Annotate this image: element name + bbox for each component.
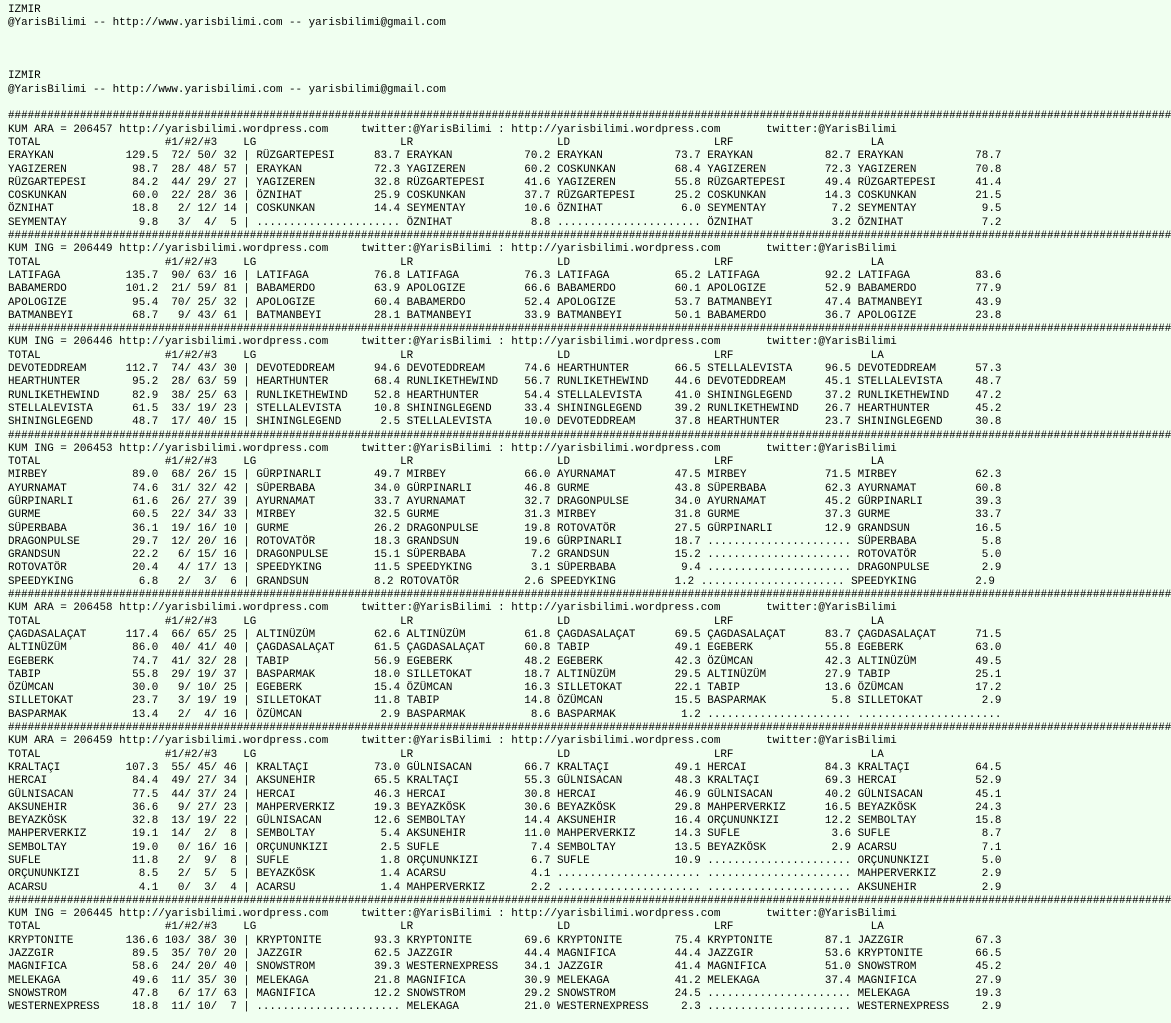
text-line: AKSUNEHIR 36.6 9/ 27/ 23 | MAHPERVERKIZ 19.3 BEYAZKÖSK 30.6 BEYAZKÖSK 29.8 MAHPERVERKIZ 16.5 BEYAZKÖSK 24.3: [8, 801, 1002, 814]
text-line: ÇAGDASALAÇAT 117.4 66/ 65/ 25 | ALTINÜZÜM 62.6 ALTINÜZÜM 61.8 ÇAGDASALAÇAT 69.5 ÇAGDASALAÇAT 83.7 ÇAGDASALAÇAT 71.5: [8, 628, 1002, 641]
text-line: BEYAZKÖSK 32.8 13/ 19/ 22 | GÜLNISACAN 12.6 SEMBOLTAY 14.4 AKSUNEHIR 16.4 ORÇUNUNKIZI 12.2 SEMBOLTAY 15.8: [8, 815, 1002, 828]
text-line: KUM ARA = 206458 http://yarisbilimi.wordpress.com twitter:@YarisBilimi : http://yarisbilimi.wordpress.com twitter:@YarisBilimi: [8, 602, 897, 615]
text-line: DEVOTEDDREAM 112.7 74/ 43/ 30 | DEVOTEDDREAM 94.6 DEVOTEDDREAM 74.6 HEARTHUNTER 66.5 STELLALEVISTA 96.5 DEVOTEDDREAM 57.3: [8, 363, 1002, 376]
text-line: TOTAL #1/#2/#3 LG LR LD LRF LA: [8, 136, 884, 149]
text-line: YAGIZEREN 98.7 28/ 48/ 57 | ERAYKAN 72.3 YAGIZEREN 60.2 COSKUNKAN 68.4 YAGIZEREN 72.3 YAGIZEREN 70.8: [8, 163, 1002, 176]
text-line: [8, 57, 1022, 70]
text-line: DRAGONPULSE 29.7 12/ 20/ 16 | ROTOVATÖR 18.3 GRANDSUN 19.6 GÜRPINARLI 18.7 ...................... SÜPERBABA 5.8: [8, 535, 1002, 548]
text-line: SPEEDYKING 6.8 2/ 3/ 6 | GRANDSUN 8.2 ROTOVATÖR 2.6 SPEEDYKING 1.2 ...................... SPEEDYKING 2.9: [8, 575, 995, 588]
text-line: KUM ARA = 206459 http://yarisbilimi.wordpress.com twitter:@YarisBilimi : http://yarisbilimi.wordpress.com twitter:@YarisBilimi: [8, 735, 897, 748]
text-line: MAGNIFICA 58.6 24/ 20/ 40 | SNOWSTROM 39.3 WESTERNEXPRESS 34.1 JAZZGIR 41.4 MAGNIFICA 51.0 SNOWSTROM 45.2: [8, 961, 1002, 974]
text-line: TOTAL #1/#2/#3 LG LR LD LRF LA: [8, 349, 884, 362]
text-line: ÖZÜMCAN 30.0 9/ 10/ 25 | EGEBERK 15.4 ÖZÜMCAN 16.3 SILLETOKAT 22.1 TABIP 13.6 ÖZÜMCAN 17.2: [8, 682, 1002, 695]
separator-line: ##################################################################################################################################################################################: [8, 323, 1171, 336]
text-line: MELEKAGA 49.6 11/ 35/ 30 | MELEKAGA 21.8 MAGNIFICA 30.9 MELEKAGA 41.2 MELEKAGA 37.4 MAGNIFICA 27.9: [8, 974, 1002, 987]
text-line: RÜZGARTEPESI 84.2 44/ 29/ 27 | YAGIZEREN 32.8 RÜZGARTEPESI 41.6 YAGIZEREN 55.8 RÜZGARTEPESI 49.4 RÜZGARTEPESI 41.4: [8, 176, 1002, 189]
text-line: TOTAL #1/#2/#3 LG LR LD LRF LA: [8, 921, 884, 934]
text-line: LATIFAGA 135.7 90/ 63/ 16 | LATIFAGA 76.8 LATIFAGA 76.3 LATIFAGA 65.2 LATIFAGA 92.2 LATIFAGA 83.6: [8, 269, 1002, 282]
text-line: [8, 44, 1022, 57]
text-line: GURME 60.5 22/ 34/ 33 | MIRBEY 32.5 GURME 31.3 MIRBEY 31.8 GURME 37.3 GURME 33.7: [8, 509, 1002, 522]
text-line: KUM ING = 206453 http://yarisbilimi.wordpress.com twitter:@YarisBilimi : http://yarisbilimi.wordpress.com twitter:@YarisBilimi: [8, 442, 897, 455]
text-line: KRALTAÇI 107.3 55/ 45/ 46 | KRALTAÇI 73.0 GÜLNISACAN 66.7 KRALTAÇI 49.1 HERCAI 84.3 KRALTAÇI 64.5: [8, 761, 1002, 774]
text-line: SILLETOKAT 23.7 3/ 19/ 19 | SILLETOKAT 11.8 TABIP 14.8 ÖZÜMCAN 15.5 BASPARMAK 5.8 SILLETOKAT 2.9: [8, 695, 1002, 708]
text-line: ACARSU 4.1 0/ 3/ 4 | ACARSU 1.4 MAHPERVERKIZ 2.2 ...................... ...................... AKSUNEHIR 2.9: [8, 881, 1002, 894]
text-line: BATMANBEYI 68.7 9/ 43/ 61 | BATMANBEYI 28.1 BATMANBEYI 33.9 BATMANBEYI 50.1 BABAMERDO 36.7 APOLOGIZE 23.8: [8, 309, 1002, 322]
separator-line: ##################################################################################################################################################################################: [8, 230, 1171, 243]
text-line: SUFLE 11.8 2/ 9/ 8 | SUFLE 1.8 ORÇUNUNKIZI 6.7 SUFLE 10.9 ...................... ORÇUNUNKIZI 5.0: [8, 855, 1002, 867]
text-line: @YarisBilimi -- http://www.yarisbilimi.com -- yarisbilimi@gmail.com: [8, 17, 446, 30]
text-line: ORÇUNUNKIZI 8.5 2/ 5/ 5 | BEYAZKÖSK 1.4 ACARSU 4.1 ...................... ...................... MAHPERVERKIZ 2.9: [8, 868, 1002, 881]
text-line: ÖZNIHAT 18.8 2/ 12/ 14 | COSKUNKAN 14.4 SEYMENTAY 10.6 ÖZNIHAT 6.0 SEYMENTAY 7.2 SEYMENTAY 9.5: [8, 203, 1002, 216]
text-line: SEYMENTAY 9.8 3/ 4/ 5 | ...................... ÖZNIHAT 8.8 ...................... ÖZNIHAT 3.2 ÖZNIHAT 7.2: [8, 216, 1002, 229]
text-line: ALTINÜZÜM 86.0 40/ 41/ 40 | ÇAGDASALAÇAT 61.5 ÇAGDASALAÇAT 60.8 TABIP 49.1 EGEBERK 55.8 EGEBERK 63.0: [8, 642, 1002, 655]
text-line: AYURNAMAT 74.6 31/ 32/ 42 | SÜPERBABA 34.0 GÜRPINARLI 46.8 GURME 43.8 SÜPERBABA 62.3 AYURNAMAT 60.8: [8, 482, 1002, 495]
text-line: KRYPTONITE 136.6 103/ 38/ 30 | KRYPTONITE 93.3 KRYPTONITE 69.6 KRYPTONITE 75.4 KRYPTONITE 87.1 JAZZGIR 67.3: [8, 934, 1002, 947]
text-line: COSKUNKAN 60.0 22/ 28/ 36 | ÖZNIHAT 25.9 COSKUNKAN 37.7 RÜZGARTEPESI 25.2 COSKUNKAN 14.3 COSKUNKAN 21.5: [8, 190, 1002, 203]
separator-line: ##################################################################################################################################################################################: [8, 589, 1171, 602]
text-line: SÜPERBABA 36.1 19/ 16/ 10 | GURME 26.2 DRAGONPULSE 19.8 ROTOVATÖR 27.5 GÜRPINARLI 12.9 GRANDSUN 16.5: [8, 522, 1002, 535]
text-line: TABIP 55.8 29/ 19/ 37 | BASPARMAK 18.0 SILLETOKAT 18.7 ALTINÜZÜM 29.5 ALTINÜZÜM 27.9 TABIP 25.1: [8, 668, 1002, 681]
text-line: SHININGLEGEND 48.7 17/ 40/ 15 | SHININGLEGEND 2.5 STELLALEVISTA 10.0 DEVOTEDDREAM 37.8 HEARTHUNTER 23.7 SHININGLEGEND 30.8: [8, 416, 1002, 429]
text-line: HEARTHUNTER 95.2 28/ 63/ 59 | HEARTHUNTER 68.4 RUNLIKETHEWIND 56.7 RUNLIKETHEWIND 44.6 DEVOTEDDREAM 45.1 STELLALEVISTA 48.7: [8, 376, 1002, 389]
text-line: GÜRPINARLI 61.6 26/ 27/ 39 | AYURNAMAT 33.7 AYURNAMAT 32.7 DRAGONPULSE 34.0 AYURNAMAT 45.2 GÜRPINARLI 39.3: [8, 495, 1002, 508]
text-line: SEMBOLTAY 19.0 0/ 16/ 16 | ORÇUNUNKIZI 2.5 SUFLE 7.4 SEMBOLTAY 13.5 BEYAZKÖSK 2.9 ACARSU 7.1: [8, 841, 1002, 854]
text-line: GRANDSUN 22.2 6/ 15/ 16 | DRAGONPULSE 15.1 SÜPERBABA 7.2 GRANDSUN 15.2 ...................... ROTOVATÖR 5.0: [8, 549, 1002, 562]
text-line: JAZZGIR 89.5 35/ 70/ 20 | JAZZGIR 62.5 JAZZGIR 44.4 MAGNIFICA 44.4 JAZZGIR 53.6 KRYPTONITE 66.5: [8, 948, 1002, 961]
text-line: ERAYKAN 129.5 72/ 50/ 32 | RÜZGARTEPESI 83.7 ERAYKAN 70.2 ERAYKAN 73.7 ERAYKAN 82.7 ERAYKAN 78.7: [8, 150, 1002, 163]
text-line: TOTAL #1/#2/#3 LG LR LD LRF LA: [8, 456, 884, 469]
text-line: MIRBEY 89.0 68/ 26/ 15 | GÜRPINARLI 49.7 MIRBEY 66.0 AYURNAMAT 47.5 MIRBEY 71.5 MIRBEY 62.3: [8, 469, 1002, 482]
text-line: WESTERNEXPRESS 18.8 11/ 10/ 7 | ...................... MELEKAGA 21.0 WESTERNEXPRESS 2.3 ...................... WESTERNEXPRESS 2.9: [8, 1001, 1002, 1014]
text-line: MAHPERVERKIZ 19.1 14/ 2/ 8 | SEMBOLTAY 5.4 AKSUNEHIR 11.0 MAHPERVERKIZ 14.3 SUFLE 3.6 SUFLE 8.7: [8, 828, 1002, 841]
separator-line: ##################################################################################################################################################################################: [8, 894, 1171, 907]
separator-line: ##################################################################################################################################################################################: [8, 110, 1171, 123]
text-line: EGEBERK 74.7 41/ 32/ 28 | TABIP 56.9 EGEBERK 48.2 EGEBERK 42.3 ÖZÜMCAN 42.3 ALTINÜZÜM 49.5: [8, 655, 1002, 668]
text-line: TOTAL #1/#2/#3 LG LR LD LRF LA: [8, 256, 884, 269]
text-line: @YarisBilimi -- http://www.yarisbilimi.com -- yarisbilimi@gmail.com: [8, 83, 446, 96]
text-line: HERCAI 84.4 49/ 27/ 34 | AKSUNEHIR 65.5 KRALTAÇI 55.3 GÜLNISACAN 48.3 KRALTAÇI 69.3 HERCAI 52.9: [8, 775, 1002, 788]
text-line: ROTOVATÖR 20.4 4/ 17/ 13 | SPEEDYKING 11.5 SPEEDYKING 3.1 SÜPERBABA 9.4 ...................... DRAGONPULSE 2.9: [8, 562, 1002, 575]
text-line: STELLALEVISTA 61.5 33/ 19/ 23 | STELLALEVISTA 10.8 SHININGLEGEND 33.4 SHININGLEGEND 39.2 RUNLIKETHEWIND 26.7 HEARTHUNTER 45.2: [8, 402, 1002, 415]
text-line: RUNLIKETHEWIND 82.9 38/ 25/ 63 | RUNLIKETHEWIND 52.8 HEARTHUNTER 54.4 STELLALEVISTA 41.0 SHININGLEGEND 37.2 RUNLIKETHEWIND 47.2: [8, 389, 1002, 402]
text-line: TOTAL #1/#2/#3 LG LR LD LRF LA: [8, 748, 884, 761]
text-line: IZMIR: [8, 70, 41, 83]
text-line: BASPARMAK 13.4 2/ 4/ 16 | ÖZÜMCAN 2.9 BASPARMAK 8.6 BASPARMAK 1.2 ...................... ......................: [8, 708, 1002, 721]
text-line: IZMIR: [8, 4, 41, 16]
text-line: KUM ING = 206449 http://yarisbilimi.wordpress.com twitter:@YarisBilimi : http://yarisbilimi.wordpress.com twitter:@YarisBilimi: [8, 243, 897, 256]
text-line: KUM ING = 206445 http://yarisbilimi.wordpress.com twitter:@YarisBilimi : http://yarisbilimi.wordpress.com twitter:@YarisBilimi: [8, 908, 897, 921]
text-line: KUM ING = 206446 http://yarisbilimi.wordpress.com twitter:@YarisBilimi : http://yarisbilimi.wordpress.com twitter:@YarisBilimi: [8, 336, 897, 349]
text-line: [8, 31, 1022, 44]
text-line: TOTAL #1/#2/#3 LG LR LD LRF LA: [8, 615, 884, 628]
text-line: KUM ARA = 206457 http://yarisbilimi.wordpress.com twitter:@YarisBilimi : http://yarisbilimi.wordpress.com twitter:@YarisBilimi: [8, 123, 897, 136]
text-line: APOLOGIZE 95.4 70/ 25/ 32 | APOLOGIZE 60.4 BABAMERDO 52.4 APOLOGIZE 53.7 BATMANBEYI 47.4 BATMANBEYI 43.9: [8, 296, 1002, 309]
text-line: SNOWSTROM 47.8 6/ 17/ 63 | MAGNIFICA 12.2 SNOWSTROM 29.2 SNOWSTROM 24.5 ...................... MELEKAGA 19.3: [8, 987, 1002, 1000]
separator-line: ##################################################################################################################################################################################: [8, 429, 1171, 442]
text-line: [8, 97, 1022, 110]
text-line: BABAMERDO 101.2 21/ 59/ 81 | BABAMERDO 63.9 APOLOGIZE 66.6 BABAMERDO 60.1 APOLOGIZE 52.9 BABAMERDO 77.9: [8, 283, 1002, 296]
text-line: GÜLNISACAN 77.5 44/ 37/ 24 | HERCAI 46.3 HERCAI 30.8 HERCAI 46.9 GÜLNISACAN 40.2 GÜLNISACAN 45.1: [8, 788, 1002, 801]
separator-line: ##################################################################################################################################################################################: [8, 722, 1171, 735]
